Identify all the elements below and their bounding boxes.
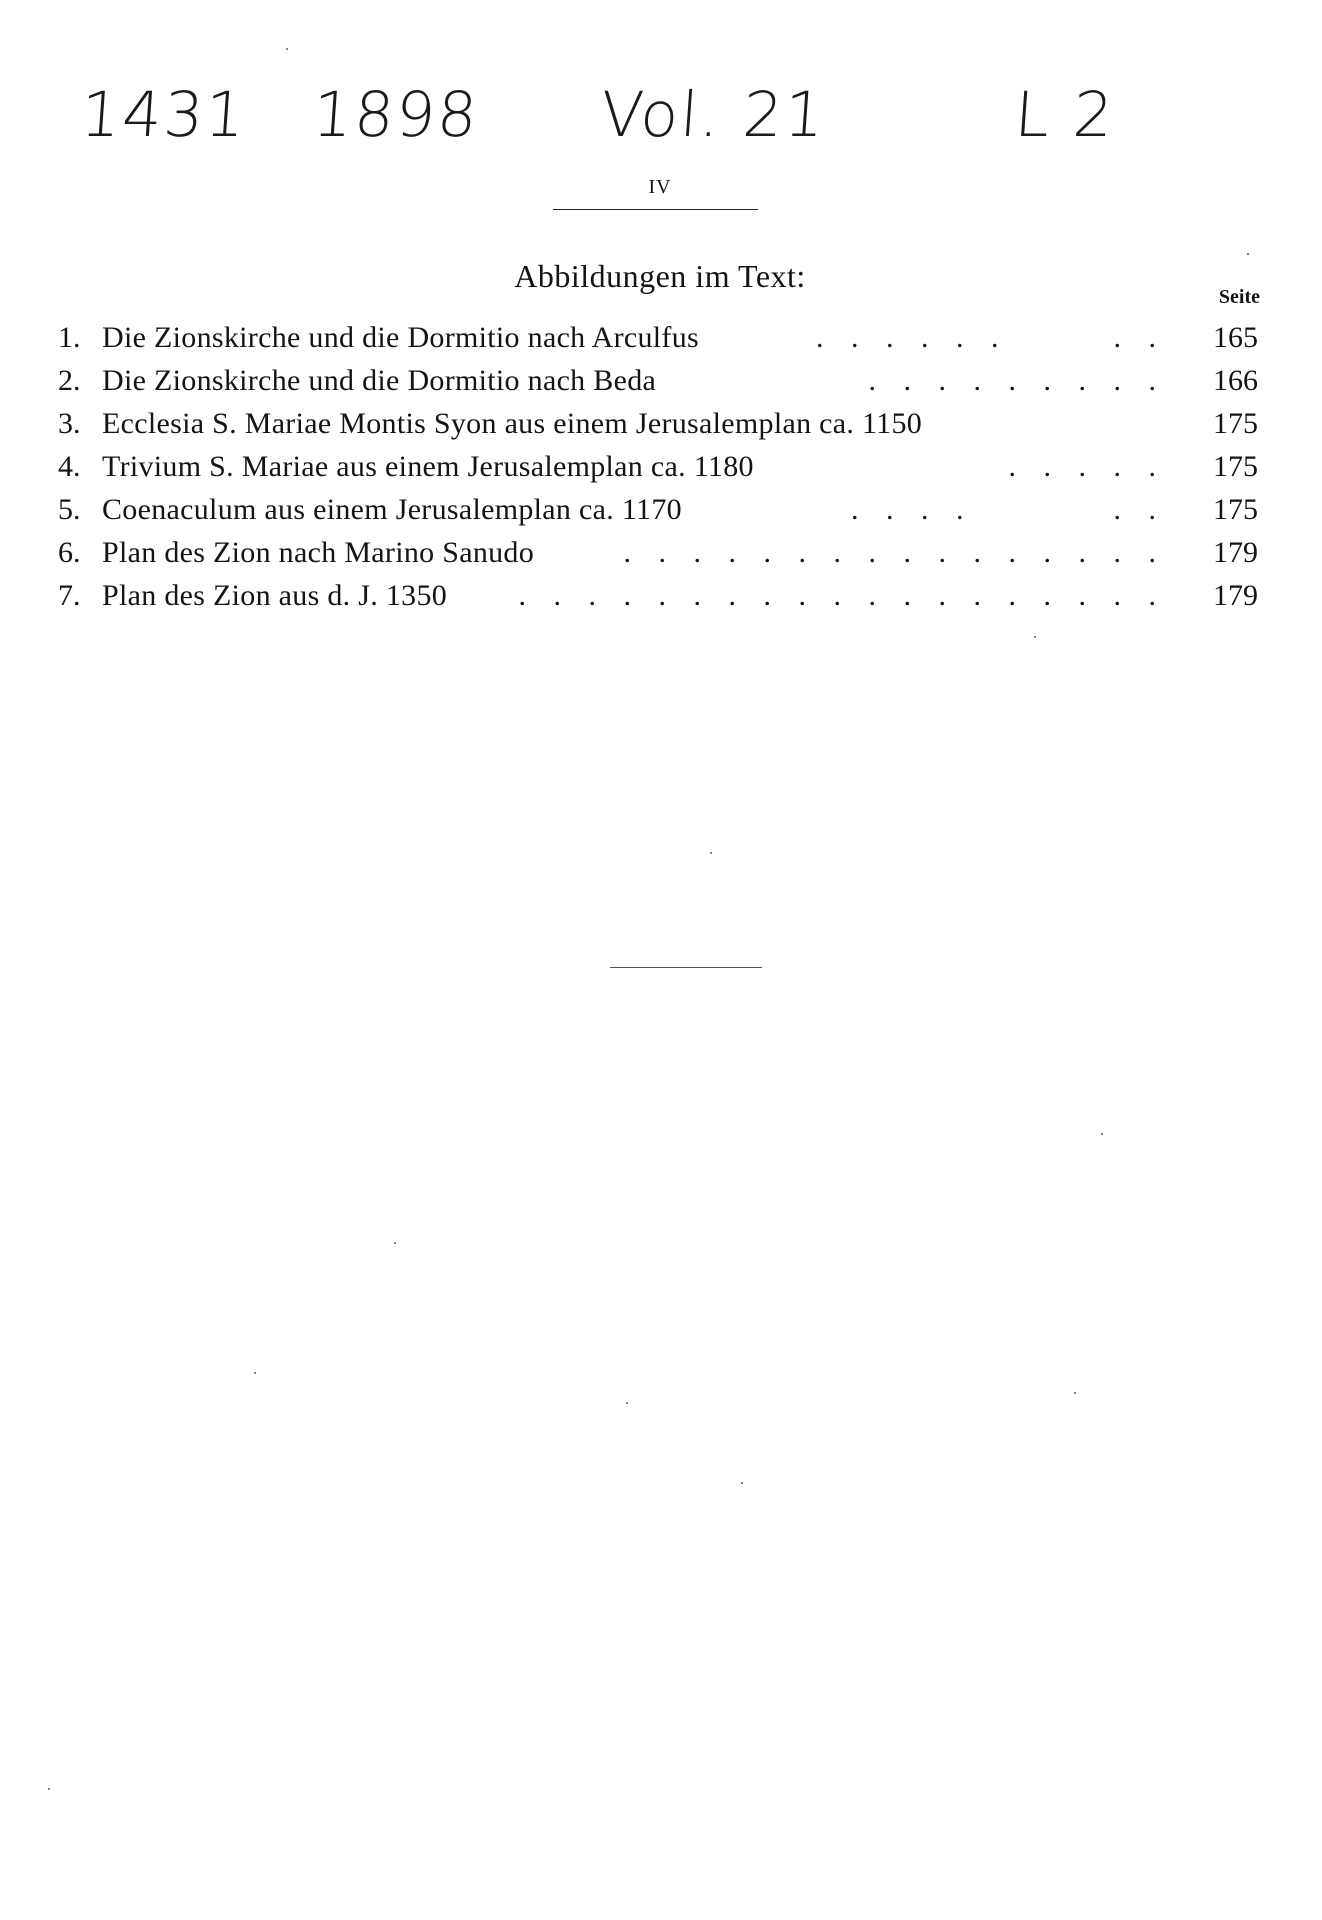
- entry-number: 3.: [58, 407, 81, 440]
- entry-number: 6.: [58, 536, 81, 569]
- leader-dots: . . . . . .: [851, 493, 1166, 526]
- entry-title: Die Zionskirche und die Dormitio nach Beda: [102, 359, 662, 402]
- page-number: IV: [648, 176, 672, 198]
- entry-page: 175: [1213, 493, 1258, 526]
- list-item: [58, 359, 1258, 402]
- header-divider: [553, 209, 758, 210]
- handwritten-shelf-mark: L 2: [1012, 78, 1118, 151]
- handwritten-year: 1898: [310, 78, 482, 151]
- entry-page: 166: [1213, 364, 1258, 397]
- leader-dots: . . . . .: [1008, 450, 1166, 483]
- scan-speck: [1074, 1392, 1076, 1394]
- leader-dots: . . . . . . . . . . . . . . . . . . .: [518, 579, 1166, 612]
- list-item: [58, 488, 1258, 531]
- scan-speck: [626, 1402, 628, 1404]
- list-item: [58, 445, 1258, 488]
- section-title: Abbildungen im Text:: [514, 258, 806, 294]
- leader-dots: . . . . . . . . .: [868, 364, 1166, 397]
- leader-dots: . . . . . . . .: [816, 321, 1166, 354]
- scan-speck: [286, 48, 288, 50]
- entry-number: 1.: [58, 321, 81, 354]
- entry-number: 5.: [58, 493, 81, 526]
- scan-speck: [710, 852, 712, 854]
- list-item: [58, 402, 1258, 445]
- entry-title: Plan des Zion nach Marino Sanudo: [102, 531, 540, 574]
- list-item: [58, 316, 1258, 359]
- page-column-label: Seite: [1218, 286, 1260, 308]
- entry-number: 4.: [58, 450, 81, 483]
- handwritten-catalog-note: [77, 78, 1164, 178]
- end-divider: [610, 967, 762, 968]
- scan-speck: [1101, 1133, 1103, 1135]
- scan-speck: [254, 1372, 256, 1374]
- entry-title: Coenaculum aus einem Jerusalemplan ca. 1170: [102, 488, 688, 531]
- leader-dots: . . . . . . . . . . . . . . . .: [623, 536, 1166, 569]
- scan-speck: [1034, 636, 1036, 638]
- handwritten-volume: Vol. 21: [598, 78, 829, 151]
- entry-title: Die Zionskirche und die Dormitio nach Arculfus: [102, 316, 705, 359]
- entry-page: 179: [1213, 579, 1258, 612]
- entry-page: 175: [1213, 450, 1258, 483]
- scan-speck: [1247, 253, 1249, 255]
- scan-speck: [48, 1788, 50, 1790]
- entry-page: 165: [1213, 321, 1258, 354]
- entry-title: Trivium S. Mariae aus einem Jerusalemplan ca. 1180: [102, 445, 760, 488]
- scan-speck: [394, 1242, 396, 1244]
- entry-title: Ecclesia S. Mariae Montis Syon aus einem Jerusalemplan ca. 1150: [102, 407, 923, 440]
- entry-number: 7.: [58, 579, 81, 612]
- entry-page: 175: [1213, 407, 1258, 440]
- entry-number: 2.: [58, 364, 81, 397]
- handwritten-number: 1431: [78, 78, 250, 151]
- entry-title: Plan des Zion aus d. J. 1350: [102, 574, 453, 617]
- entry-page: 179: [1213, 536, 1258, 569]
- figure-list: [58, 316, 1258, 617]
- list-item: [58, 574, 1258, 617]
- list-item: [58, 531, 1258, 574]
- scan-speck: [741, 1482, 743, 1484]
